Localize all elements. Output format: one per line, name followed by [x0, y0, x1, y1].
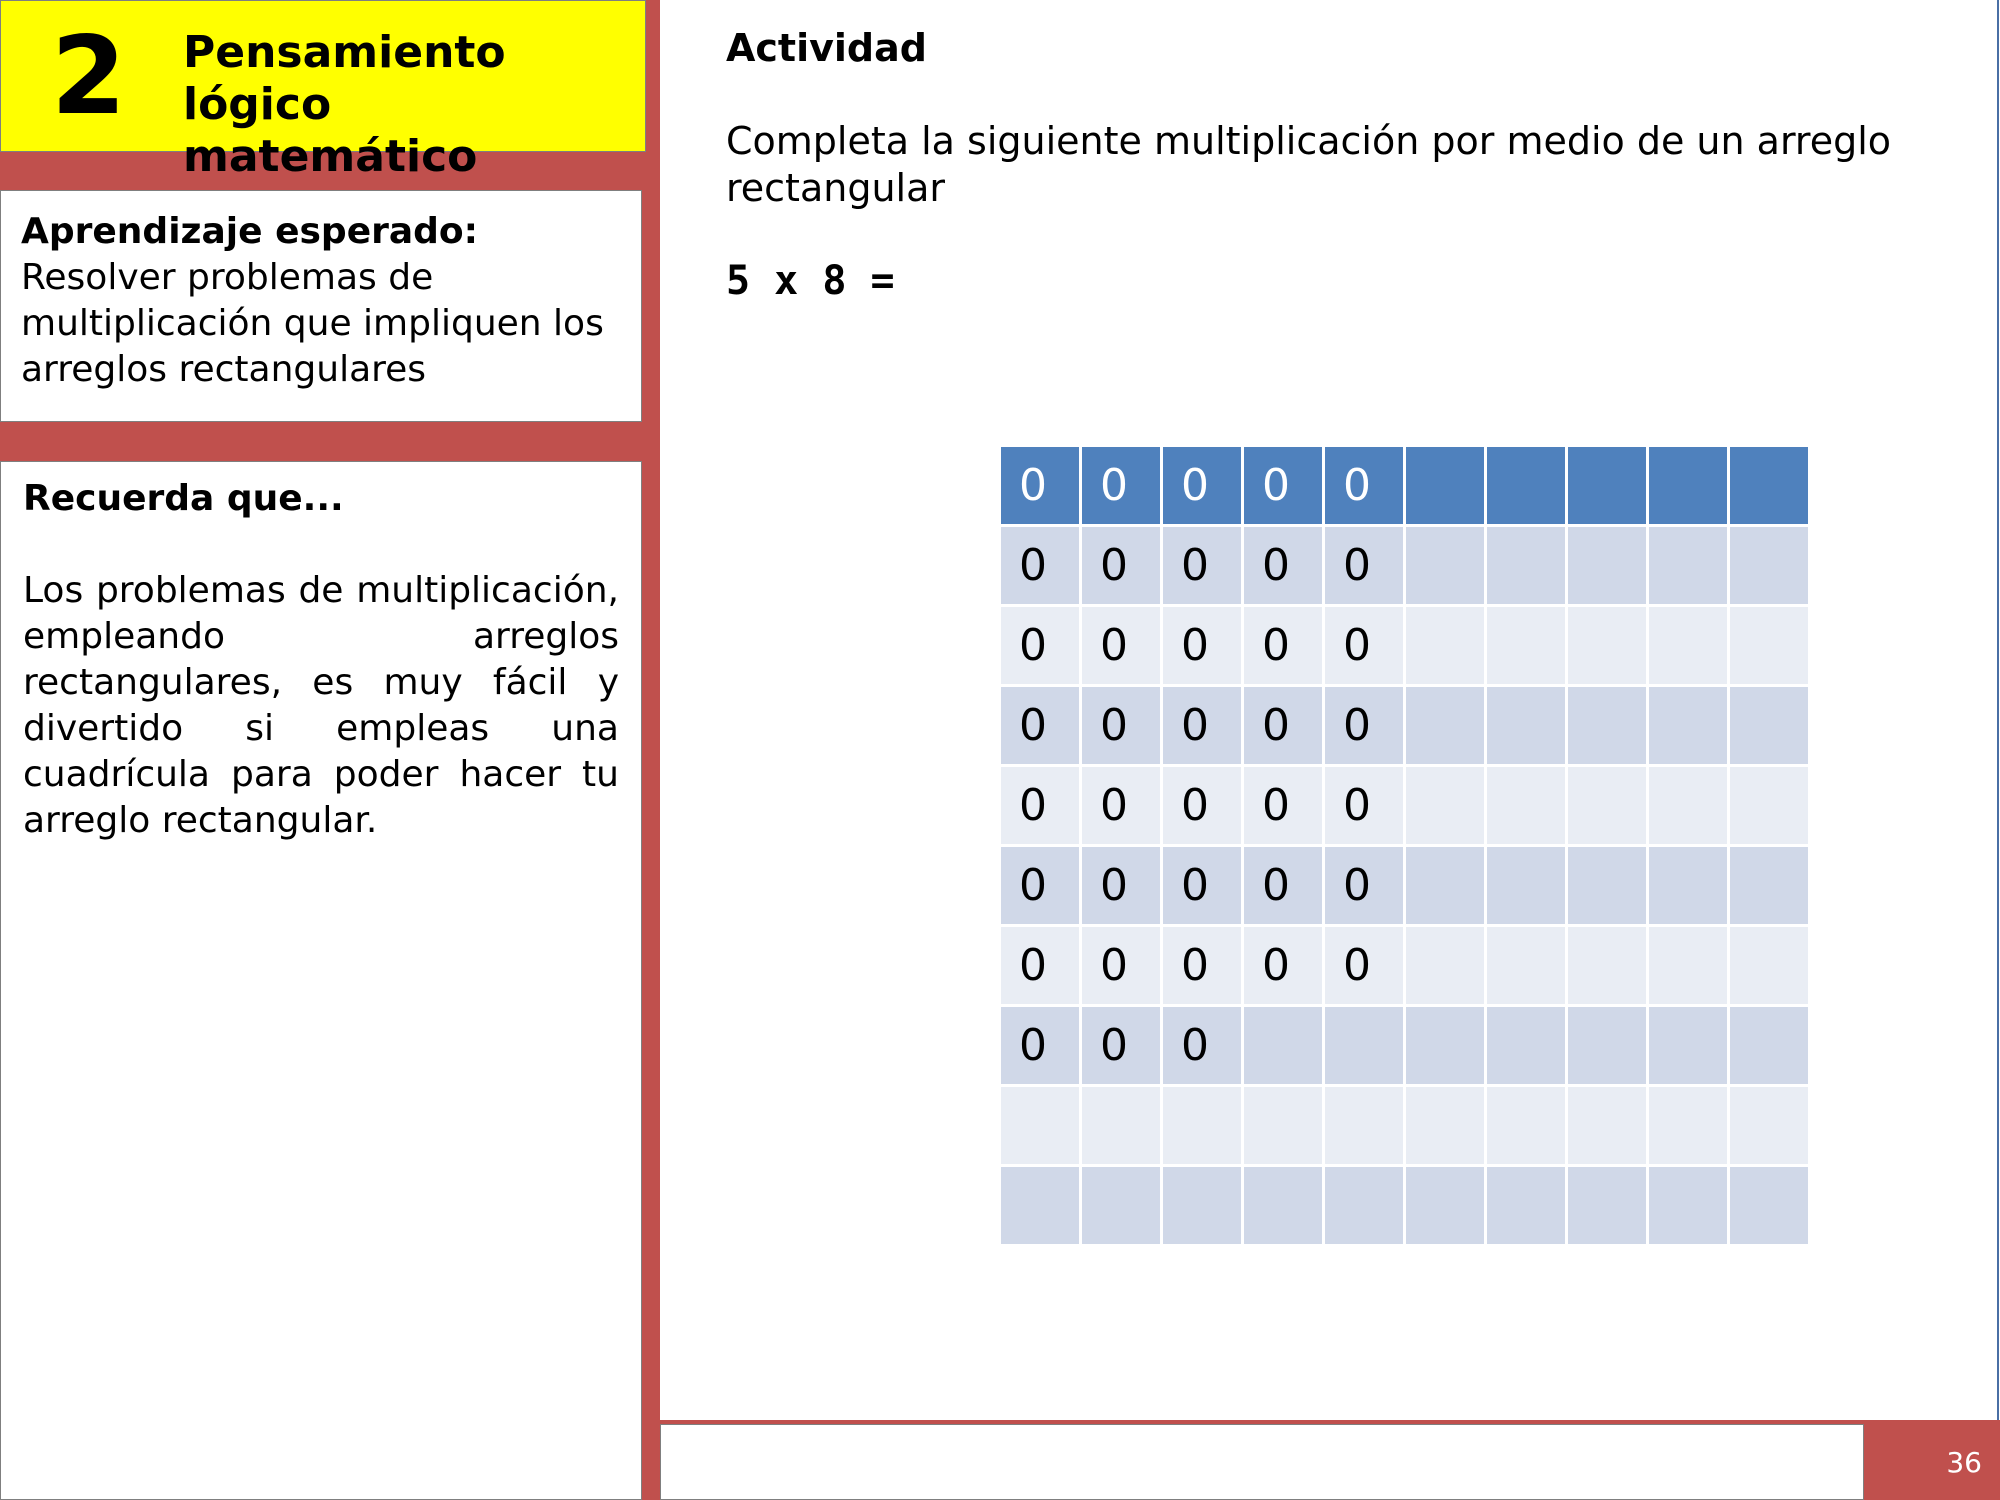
grid-cell-r9-c9 [1730, 1167, 1808, 1244]
grid-cell-r2-c6 [1487, 607, 1565, 684]
grid-cell-r0-c6 [1487, 447, 1565, 524]
grid-cell-r7-c6 [1487, 1007, 1565, 1084]
grid-cell-r7-c1: 0 [1082, 1007, 1160, 1084]
grid-cell-r5-c1: 0 [1082, 847, 1160, 924]
grid-cell-r6-c6 [1487, 927, 1565, 1004]
grid-cell-r3-c7 [1568, 687, 1646, 764]
grid-cell-r4-c6 [1487, 767, 1565, 844]
header-box [0, 0, 646, 182]
reminder-label: Recuerda que... [23, 478, 344, 519]
grid-cell-r3-c3: 0 [1244, 687, 1322, 764]
grid-cell-r0-c1: 0 [1082, 447, 1160, 524]
section-title: Pensamiento lógico matemático [183, 27, 506, 182]
left-column [0, 0, 660, 1500]
learning-label: Aprendizaje esperado: [21, 211, 479, 252]
grid-cell-r1-c0: 0 [1001, 527, 1079, 604]
grid-cell-r1-c8 [1649, 527, 1727, 604]
grid-cell-r2-c8 [1649, 607, 1727, 684]
grid-cell-r3-c4: 0 [1325, 687, 1403, 764]
grid-cell-r9-c4 [1325, 1167, 1403, 1244]
grid-cell-r7-c5 [1406, 1007, 1484, 1084]
grid-cell-r4-c8 [1649, 767, 1727, 844]
grid-cell-r0-c0: 0 [1001, 447, 1079, 524]
grid-cell-r0-c5 [1406, 447, 1484, 524]
grid-cell-r4-c9 [1730, 767, 1808, 844]
grid-cell-r1-c1: 0 [1082, 527, 1160, 604]
grid-cell-r8-c3 [1244, 1087, 1322, 1164]
grid-cell-r9-c1 [1082, 1167, 1160, 1244]
grid-cell-r1-c7 [1568, 527, 1646, 604]
grid-cell-r6-c8 [1649, 927, 1727, 1004]
grid-cell-r3-c2: 0 [1163, 687, 1241, 764]
grid-cell-r6-c1: 0 [1082, 927, 1160, 1004]
grid-cell-r2-c2: 0 [1163, 607, 1241, 684]
footer-box [660, 1424, 1864, 1500]
grid-cell-r9-c0 [1001, 1167, 1079, 1244]
grid-cell-r7-c7 [1568, 1007, 1646, 1084]
grid-cell-r0-c4: 0 [1325, 447, 1403, 524]
grid-cell-r8-c7 [1568, 1087, 1646, 1164]
grid-cell-r4-c7 [1568, 767, 1646, 844]
grid-cell-r1-c6 [1487, 527, 1565, 604]
grid-cell-r7-c2: 0 [1163, 1007, 1241, 1084]
grid-cell-r0-c7 [1568, 447, 1646, 524]
grid-cell-r7-c3 [1244, 1007, 1322, 1084]
grid-cell-r5-c3: 0 [1244, 847, 1322, 924]
grid-cell-r5-c5 [1406, 847, 1484, 924]
learning-text: Resolver problemas de multiplicación que impliquen los arreglos rectangulares [21, 257, 604, 390]
grid-cell-r4-c2: 0 [1163, 767, 1241, 844]
grid-cell-r1-c5 [1406, 527, 1484, 604]
grid-cell-r8-c4 [1325, 1087, 1403, 1164]
grid-cell-r2-c3: 0 [1244, 607, 1322, 684]
grid-cell-r2-c7 [1568, 607, 1646, 684]
section-number: 2 [51, 14, 127, 139]
grid-cell-r8-c2 [1163, 1087, 1241, 1164]
grid-cell-r4-c1: 0 [1082, 767, 1160, 844]
grid-cell-r4-c0: 0 [1001, 767, 1079, 844]
grid-cell-r6-c9 [1730, 927, 1808, 1004]
grid-cell-r9-c8 [1649, 1167, 1727, 1244]
page-number-box [1864, 1424, 2000, 1500]
grid-cell-r8-c0 [1001, 1087, 1079, 1164]
grid-cell-r2-c9 [1730, 607, 1808, 684]
grid-cell-r6-c3: 0 [1244, 927, 1322, 1004]
grid-cell-r9-c7 [1568, 1167, 1646, 1244]
grid-cell-r5-c9 [1730, 847, 1808, 924]
grid-cell-r6-c7 [1568, 927, 1646, 1004]
grid-cell-r8-c8 [1649, 1087, 1727, 1164]
grid-cell-r9-c2 [1163, 1167, 1241, 1244]
grid-cell-r2-c1: 0 [1082, 607, 1160, 684]
activity-title: Actividad [726, 26, 927, 70]
grid-cell-r2-c0: 0 [1001, 607, 1079, 684]
grid-cell-r6-c5 [1406, 927, 1484, 1004]
grid-cell-r2-c4: 0 [1325, 607, 1403, 684]
grid-cell-r1-c4: 0 [1325, 527, 1403, 604]
grid-cell-r0-c8 [1649, 447, 1727, 524]
grid-cell-r0-c9 [1730, 447, 1808, 524]
grid-cell-r5-c8 [1649, 847, 1727, 924]
grid-cell-r5-c4: 0 [1325, 847, 1403, 924]
grid-cell-r4-c3: 0 [1244, 767, 1322, 844]
grid-cell-r5-c7 [1568, 847, 1646, 924]
reminder-text: Los problemas de multiplicación, empleando arreglos rectangulares, es muy fácil y divertido si empleas una cuadrícula para poder hacer tu arreglo rectangular. [23, 570, 619, 841]
grid-cell-r5-c0: 0 [1001, 847, 1079, 924]
rectangular-array-grid [1001, 447, 1808, 1244]
page-number: 36 [1946, 1445, 1982, 1479]
grid-cell-r6-c0: 0 [1001, 927, 1079, 1004]
grid-cell-r6-c2: 0 [1163, 927, 1241, 1004]
grid-cell-r7-c4 [1325, 1007, 1403, 1084]
grid-cell-r3-c0: 0 [1001, 687, 1079, 764]
grid-cell-r4-c5 [1406, 767, 1484, 844]
grid-cell-r8-c5 [1406, 1087, 1484, 1164]
grid-cell-r0-c3: 0 [1244, 447, 1322, 524]
grid-cell-r3-c5 [1406, 687, 1484, 764]
grid-cell-r0-c2: 0 [1163, 447, 1241, 524]
grid-cell-r5-c2: 0 [1163, 847, 1241, 924]
activity-instruction: Completa la siguiente multiplicación por medio de un arreglo rectangular [726, 119, 1892, 210]
grid-cell-r4-c4: 0 [1325, 767, 1403, 844]
grid-cell-r8-c9 [1730, 1087, 1808, 1164]
grid-cell-r7-c9 [1730, 1007, 1808, 1084]
grid-cell-r5-c6 [1487, 847, 1565, 924]
grid-cell-r9-c3 [1244, 1167, 1322, 1244]
grid-cell-r3-c9 [1730, 687, 1808, 764]
grid-cell-r9-c6 [1487, 1167, 1565, 1244]
grid-cell-r7-c0: 0 [1001, 1007, 1079, 1084]
learning-box [0, 190, 642, 422]
grid-cell-r3-c1: 0 [1082, 687, 1160, 764]
grid-cell-r3-c8 [1649, 687, 1727, 764]
grid-cell-r8-c6 [1487, 1087, 1565, 1164]
equation: 5 x 8 = [726, 258, 895, 304]
grid-cell-r7-c8 [1649, 1007, 1727, 1084]
grid-cell-r2-c5 [1406, 607, 1484, 684]
grid-cell-r1-c2: 0 [1163, 527, 1241, 604]
grid-cell-r8-c1 [1082, 1087, 1160, 1164]
grid-cell-r9-c5 [1406, 1167, 1484, 1244]
reminder-box [0, 461, 642, 1500]
grid-cell-r3-c6 [1487, 687, 1565, 764]
grid-cell-r6-c4: 0 [1325, 927, 1403, 1004]
grid-cell-r1-c9 [1730, 527, 1808, 604]
grid-cell-r1-c3: 0 [1244, 527, 1322, 604]
